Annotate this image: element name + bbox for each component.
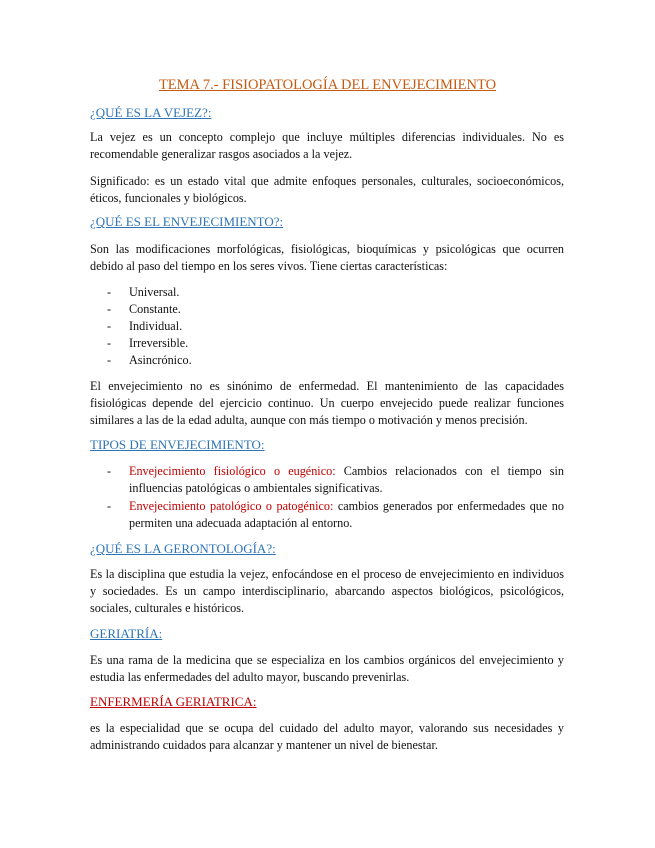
paragraph-envejecimiento-definition: Son las modificaciones morfológicas, fisiológicas, bioquímicas y psicológicas que ocurren debido al paso del tiempo en los seres vivos. Tiene ciertas características: [90,242,564,274]
desc-fisiologico: Cambios relacionados con el tiempo sin influencias patológicas o ambientales significativas. [129,464,564,496]
list-item: Irreversible. [129,336,189,350]
list-bullet: - [107,499,112,513]
heading-envejecimiento: ¿QUÉ ES EL ENVEJECIMIENTO?: [90,214,284,229]
desc-patologico: cambios generados por enfermedades que no permiten una adecuada adaptación al entorno. [129,499,564,531]
paragraph-vejez-significado: Significado: es un estado vital que admite enfoques personales, culturales, socioeconómicos, éticos, funcionales y biológicos. [90,174,564,206]
list-bullet: - [107,319,112,333]
heading-geriatria: GERIATRÍA: [90,626,163,641]
paragraph-geriatria: Es una rama de la medicina que se especializa en los cambios orgánicos del envejecimiento y estudia las enfermedades del adulto mayor, buscando prevenirlas. [90,653,564,685]
list-bullet: - [107,302,112,316]
term-fisiologico: Envejecimiento fisiológico o eugénico: [129,464,336,478]
paragraph-enfermeria: es la especialidad que se ocupa del cuidado del adulto mayor, valorando sus necesidades y administrando cuidados para alcanzar y mantener un nivel de bienestar. [90,721,564,753]
heading-enfermeria: ENFERMERÍA GERIATRICA: [90,694,257,709]
heading-vejez: ¿QUÉ ES LA VEJEZ?: [90,105,212,120]
paragraph-envejecimiento-enfermedad: El envejecimiento no es sinónimo de enfermedad. El mantenimiento de las capacidades fisiológicas depende del ejercicio continuo. Un cuerpo envejecido puede realizar funciones similares a las de la edad adulta, aunque con más tiempo o motivación y menos precisión. [90,379,564,428]
list-item: Constante. [129,302,181,316]
heading-gerontologia: ¿QUÉ ES LA GERONTOLOGÍA?: [90,541,276,556]
list-bullet: - [107,353,112,367]
list-bullet: - [107,336,112,350]
list-item-patologico [129,498,564,532]
list-item: Universal. [129,285,180,299]
list-item: Asincrónico. [129,353,192,367]
list-bullet: - [107,464,112,478]
heading-tipos: TIPOS DE ENVEJECIMIENTO: [90,437,265,452]
list-item: Individual. [129,319,183,333]
page-title: TEMA 7.- FISIOPATOLOGÍA DEL ENVEJECIMIENTO [158,77,497,93]
list-bullet: - [107,285,112,299]
paragraph-vejez-definition: La vejez es un concepto complejo que incluye múltiples diferencias individuales. No es recomendable generalizar rasgos asociados a la vejez. [90,130,564,162]
list-item-fisiologico [129,463,564,497]
term-patologico: Envejecimiento patológico o patogénico: [129,499,334,513]
paragraph-gerontologia: Es la disciplina que estudia la vejez, enfocándose en el proceso de envejecimiento en individuos y sociedades. Es un campo interdisciplinario, abarcando aspectos biológicos, psicológicos, sociales, culturales e históricos. [90,567,564,616]
